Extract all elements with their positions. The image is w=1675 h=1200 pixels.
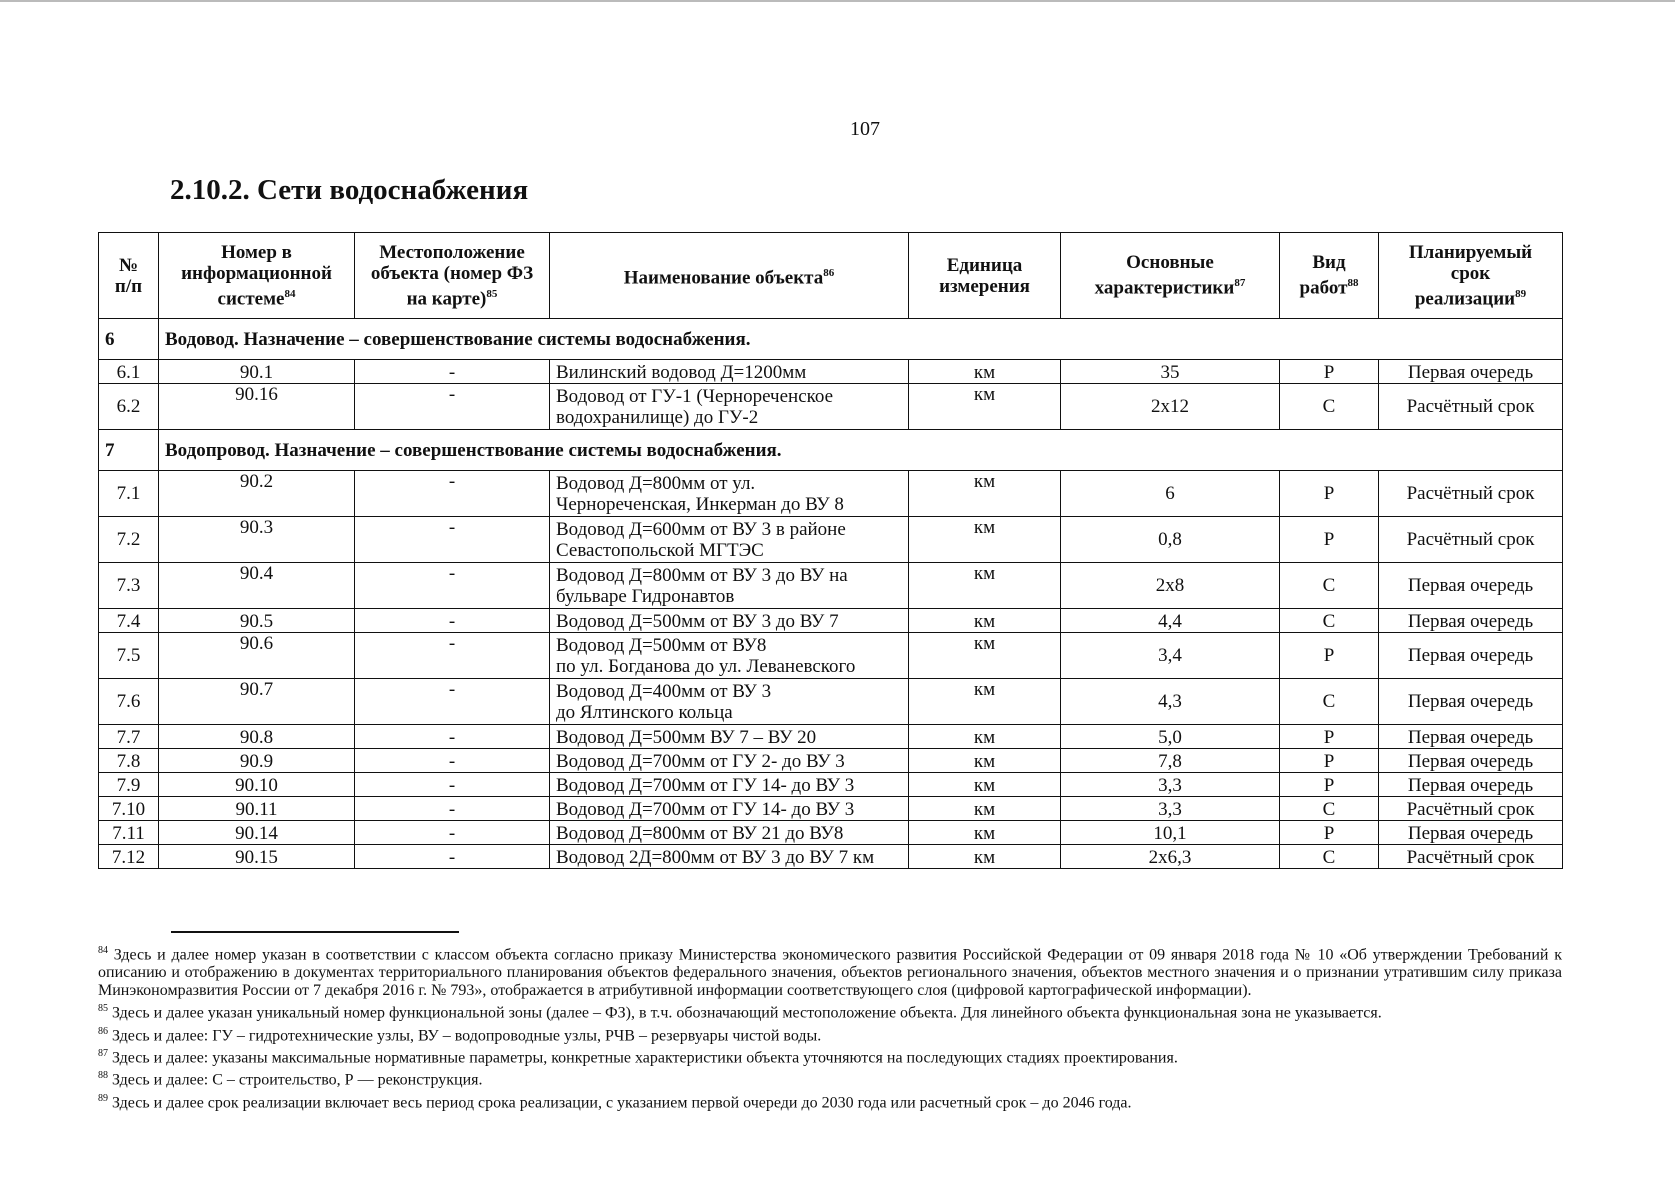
table-row — [99, 773, 1563, 797]
cell-characteristics: 4,4 — [1061, 609, 1280, 633]
table-row — [99, 471, 1563, 517]
cell-num: 7.5 — [99, 633, 159, 679]
cell-num: 7.6 — [99, 679, 159, 725]
cell-num: 7.8 — [99, 749, 159, 773]
cell-location: - — [355, 797, 550, 821]
group-title: Водовод. Назначение – совершенствование системы водоснабжения. — [159, 319, 1563, 360]
cell-unit: км — [909, 821, 1061, 845]
cell-deadline: Расчётный срок — [1379, 384, 1563, 430]
cell-deadline: Первая очередь — [1379, 749, 1563, 773]
cell-deadline: Первая очередь — [1379, 360, 1563, 384]
cell-work-type: С — [1280, 609, 1379, 633]
table-row — [99, 797, 1563, 821]
cell-work-type: Р — [1280, 471, 1379, 517]
cell-location: - — [355, 845, 550, 869]
cell-work-type: С — [1280, 563, 1379, 609]
table-row — [99, 725, 1563, 749]
cell-name-line: водохранилище) до ГУ-2 — [556, 406, 759, 428]
cell-info-number: 90.7 — [159, 679, 355, 725]
cell-location: - — [355, 563, 550, 609]
cell-characteristics: 3,3 — [1061, 773, 1280, 797]
cell-location: - — [355, 749, 550, 773]
cell-location: - — [355, 773, 550, 797]
table-body — [99, 319, 1563, 869]
cell-name — [550, 517, 909, 563]
footnote — [98, 1045, 1562, 1067]
cell-name — [550, 773, 909, 797]
table-header-row — [99, 233, 1563, 319]
footnote-marker: 89 — [98, 1092, 108, 1104]
cell-name — [550, 633, 909, 679]
cell-num: 7.10 — [99, 797, 159, 821]
cell-unit: км — [909, 749, 1061, 773]
cell-name-line: Водовод Д=800мм от ВУ 21 до ВУ8 — [556, 823, 844, 844]
cell-name-line: Водовод Д=500мм от ВУ 3 до ВУ 7 — [556, 611, 839, 632]
cell-location: - — [355, 633, 550, 679]
cell-info-number: 90.16 — [159, 384, 355, 430]
cell-name-line: Водовод Д=800мм от ВУ 3 до ВУ на — [556, 564, 848, 586]
cell-characteristics: 0,8 — [1061, 517, 1280, 563]
cell-info-number: 90.5 — [159, 609, 355, 633]
table-row — [99, 679, 1563, 725]
group-number: 6 — [99, 319, 159, 360]
cell-name-line: Черноречeнская, Инкерман до ВУ 8 — [556, 493, 844, 515]
cell-unit: км — [909, 679, 1061, 725]
cell-characteristics: 7,8 — [1061, 749, 1280, 773]
cell-unit: км — [909, 517, 1061, 563]
section-title: 2.10.2. Сети водоснабжения — [170, 174, 529, 206]
cell-name — [550, 679, 909, 725]
cell-work-type: Р — [1280, 773, 1379, 797]
cell-deadline: Расчётный срок — [1379, 517, 1563, 563]
cell-location: - — [355, 471, 550, 517]
table-row — [99, 360, 1563, 384]
page-number: 107 — [850, 118, 880, 140]
footnote-text: Здесь и далее номер указан в соответствии с классом объекта согласно приказу Министерства экономического развития Российской Федерации от 09 января 2018 года № 10 «Об утверждении Требований к описанию и отображению в документах территориального планирования объектов федерального значения, объектов регионального значения, объектов местного значения и о признании утратившим силу приказа Минэкономразвития России от 7 декабря 2016 г. № 793», отображается в атрибутивной информации соответствующего слоя (цифровой картографической информации). — [98, 946, 1563, 1000]
footnote-text: Здесь и далее: ГУ – гидротехнические узлы, ВУ – водопроводные узлы, РЧВ – резервуары чистой воды. — [112, 1026, 822, 1044]
table-row — [99, 821, 1563, 845]
header-work-type: Вид работ$^{88}$ — [1280, 233, 1379, 319]
cell-name-line: Водовод Д=700мм от ГУ 2- до ВУ 3 — [556, 751, 845, 772]
group-title: Водопровод. Назначение – совершенствование системы водоснабжения. — [159, 430, 1563, 471]
table-row — [99, 563, 1563, 609]
cell-characteristics: 5,0 — [1061, 725, 1280, 749]
cell-name — [550, 845, 909, 869]
footnotes — [98, 942, 1562, 1112]
cell-info-number: 90.9 — [159, 749, 355, 773]
footnote-marker: 88 — [98, 1070, 108, 1082]
cell-name-line: Водовод Д=700мм от ГУ 14- до ВУ 3 — [556, 799, 855, 820]
cell-info-number: 90.2 — [159, 471, 355, 517]
cell-num: 6.1 — [99, 360, 159, 384]
cell-name-line: Водовод от ГУ-1 (Чернореченское — [556, 385, 834, 407]
cell-name-line: по ул. Богданова до ул. Леваневского — [556, 655, 856, 677]
header-deadline: Планируемый срок реализации$^{89}$ — [1379, 233, 1563, 319]
footnote — [98, 1000, 1562, 1022]
cell-num: 7.1 — [99, 471, 159, 517]
cell-location: - — [355, 609, 550, 633]
header-num: № п/п — [99, 233, 159, 319]
cell-info-number: 90.6 — [159, 633, 355, 679]
footnote — [98, 1067, 1562, 1089]
cell-work-type: С — [1280, 679, 1379, 725]
cell-characteristics: 2х6,3 — [1061, 845, 1280, 869]
cell-info-number: 90.3 — [159, 517, 355, 563]
cell-unit: км — [909, 725, 1061, 749]
cell-location: - — [355, 725, 550, 749]
cell-name — [550, 821, 909, 845]
cell-name — [550, 471, 909, 517]
cell-info-number: 90.10 — [159, 773, 355, 797]
table-row — [99, 749, 1563, 773]
cell-work-type: С — [1280, 384, 1379, 430]
table-row — [99, 633, 1563, 679]
cell-deadline: Первая очередь — [1379, 821, 1563, 845]
header-name: Наименование объекта$^{86}$ — [550, 233, 909, 319]
table-row — [99, 609, 1563, 633]
cell-unit: км — [909, 471, 1061, 517]
cell-name — [550, 384, 909, 430]
cell-unit: км — [909, 797, 1061, 821]
table-row — [99, 384, 1563, 430]
cell-location: - — [355, 517, 550, 563]
group-row — [99, 319, 1563, 360]
cell-num: 7.2 — [99, 517, 159, 563]
cell-location: - — [355, 384, 550, 430]
header-characteristics: Основные характеристики$^{87}$ — [1061, 233, 1280, 319]
cell-characteristics: 3,4 — [1061, 633, 1280, 679]
cell-num: 6.2 — [99, 384, 159, 430]
footnote-divider — [171, 931, 459, 933]
cell-deadline: Первая очередь — [1379, 725, 1563, 749]
footnote-text: Здесь и далее: С – строительство, Р — реконструкция. — [112, 1071, 483, 1089]
header-unit: Единица измерения — [909, 233, 1061, 319]
cell-unit: км — [909, 633, 1061, 679]
cell-unit: км — [909, 845, 1061, 869]
table-row — [99, 845, 1563, 869]
cell-deadline: Первая очередь — [1379, 773, 1563, 797]
scan-top-edge — [0, 0, 1675, 2]
cell-characteristics: 35 — [1061, 360, 1280, 384]
cell-info-number: 90.15 — [159, 845, 355, 869]
footnote — [98, 1023, 1562, 1045]
cell-info-number: 90.1 — [159, 360, 355, 384]
footnote — [98, 942, 1562, 1000]
footnote-marker: 87 — [98, 1047, 108, 1059]
cell-characteristics: 4,3 — [1061, 679, 1280, 725]
cell-name-line: Водовод Д=700мм от ГУ 14- до ВУ 3 — [556, 775, 855, 796]
cell-num: 7.3 — [99, 563, 159, 609]
cell-num: 7.7 — [99, 725, 159, 749]
footnote-marker: 86 — [98, 1025, 108, 1037]
cell-name — [550, 360, 909, 384]
cell-deadline: Первая очередь — [1379, 563, 1563, 609]
cell-work-type: С — [1280, 797, 1379, 821]
cell-characteristics: 2х12 — [1061, 384, 1280, 430]
cell-name — [550, 749, 909, 773]
cell-deadline: Расчётный срок — [1379, 797, 1563, 821]
footnote — [98, 1090, 1562, 1112]
cell-info-number: 90.11 — [159, 797, 355, 821]
cell-name-line: Водовод Д=400мм от ВУ 3 — [556, 680, 772, 702]
cell-characteristics: 2х8 — [1061, 563, 1280, 609]
footnote-marker: 85 — [98, 1003, 108, 1015]
cell-unit: км — [909, 609, 1061, 633]
header-location: Местоположение объекта (номер ФЗ на карте)$^{85}$ — [355, 233, 550, 319]
cell-work-type: Р — [1280, 517, 1379, 563]
cell-name-line: Водовод Д=800мм от ул. — [556, 472, 756, 494]
cell-location: - — [355, 360, 550, 384]
cell-work-type: Р — [1280, 360, 1379, 384]
group-row — [99, 430, 1563, 471]
cell-name — [550, 725, 909, 749]
cell-work-type: Р — [1280, 749, 1379, 773]
footnote-text: Здесь и далее срок реализации включает весь период срока реализации, с указанием первой очереди до 2030 года или расчетный срок – до 2046 года. — [112, 1093, 1132, 1111]
water-supply-table — [98, 232, 1563, 869]
cell-info-number: 90.4 — [159, 563, 355, 609]
cell-name-line: Водовод Д=500мм ВУ 7 – ВУ 20 — [556, 727, 817, 748]
cell-deadline: Расчётный срок — [1379, 845, 1563, 869]
cell-unit: км — [909, 773, 1061, 797]
cell-name — [550, 609, 909, 633]
cell-num: 7.12 — [99, 845, 159, 869]
cell-deadline: Первая очередь — [1379, 609, 1563, 633]
cell-num: 7.4 — [99, 609, 159, 633]
cell-name-line: Севастопольской МГТЭС — [556, 539, 764, 561]
cell-name-line: Водовод 2Д=800мм от ВУ 3 до ВУ 7 км — [556, 847, 875, 868]
cell-deadline: Первая очередь — [1379, 679, 1563, 725]
footnote-marker: 84 — [98, 945, 108, 956]
cell-name-line: бульваре Гидронавтов — [556, 585, 735, 607]
cell-info-number: 90.14 — [159, 821, 355, 845]
cell-name — [550, 797, 909, 821]
cell-location: - — [355, 821, 550, 845]
cell-characteristics: 6 — [1061, 471, 1280, 517]
cell-characteristics: 10,1 — [1061, 821, 1280, 845]
cell-location: - — [355, 679, 550, 725]
cell-work-type: Р — [1280, 725, 1379, 749]
cell-num: 7.11 — [99, 821, 159, 845]
cell-deadline: Первая очередь — [1379, 633, 1563, 679]
cell-name-line: Водовод Д=500мм от ВУ8 — [556, 634, 767, 656]
footnote-text: Здесь и далее: указаны максимальные нормативные параметры, конкретные характеристики объекта уточняются на последующих стадиях проектирования. — [112, 1049, 1178, 1067]
footnote-text: Здесь и далее указан уникальный номер функциональной зоны (далее – ФЗ), в т.ч. обозначающий местоположение объекта. Для линейного объекта функциональная зона не указывается. — [112, 1004, 1382, 1022]
cell-work-type: С — [1280, 845, 1379, 869]
table-row — [99, 517, 1563, 563]
cell-num: 7.9 — [99, 773, 159, 797]
cell-work-type: Р — [1280, 821, 1379, 845]
cell-name-line: Водовод Д=600мм от ВУ 3 в районе — [556, 518, 846, 540]
cell-unit: км — [909, 384, 1061, 430]
cell-name — [550, 563, 909, 609]
cell-info-number: 90.8 — [159, 725, 355, 749]
cell-name-line: Вилинский водовод Д=1200мм — [556, 362, 807, 383]
cell-characteristics: 3,3 — [1061, 797, 1280, 821]
cell-work-type: Р — [1280, 633, 1379, 679]
cell-deadline: Расчётный срок — [1379, 471, 1563, 517]
header-info-number: Номер в информационной системе$^{84}$ — [159, 233, 355, 319]
cell-unit: км — [909, 360, 1061, 384]
group-number: 7 — [99, 430, 159, 471]
cell-unit: км — [909, 563, 1061, 609]
cell-name-line: до Ялтинского кольца — [556, 701, 733, 723]
